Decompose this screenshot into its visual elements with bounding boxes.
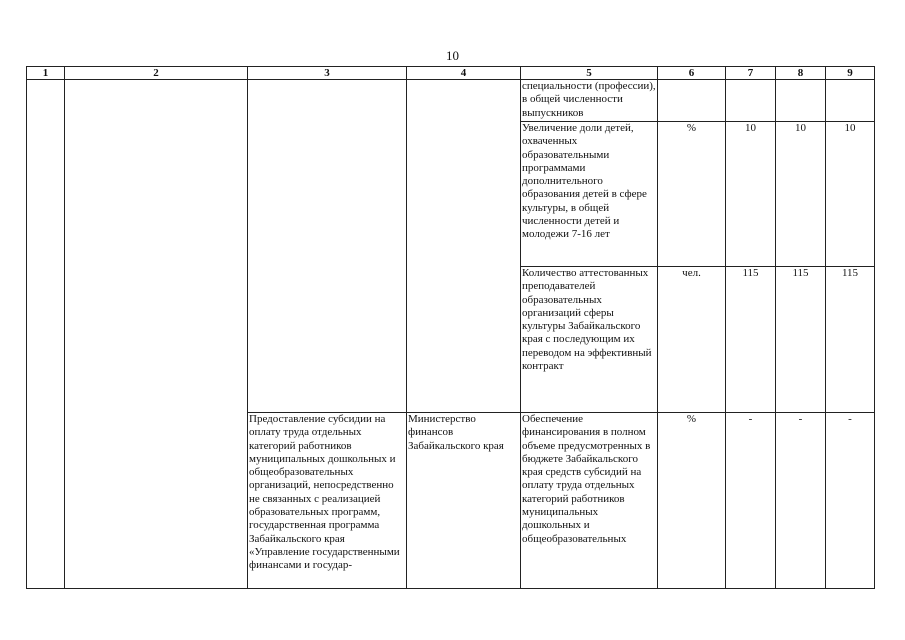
- column-header-7: 7: [726, 67, 776, 80]
- column-header-8: 8: [776, 67, 826, 80]
- program-measures-table: [26, 66, 875, 589]
- value-cell: 115: [776, 267, 826, 413]
- column-header-5: 5: [521, 67, 658, 80]
- value-cell: 115: [726, 267, 776, 413]
- measure-cell: Предоставление субсидии на оплату труда отдельных категорий работников муниципальных дошкольных и общеобразовательных организаций, непосредственно не связанных с реализацией образовательных программ, государственная программа Забайкальского края «Управление государственными финансами и государ-: [248, 413, 407, 589]
- cell-measure-merged: [248, 80, 407, 413]
- column-header-1: 1: [27, 67, 65, 80]
- value-cell: -: [826, 413, 875, 589]
- column-number-row: [27, 67, 875, 80]
- column-header-4: 4: [407, 67, 521, 80]
- cell-executor-merged: [407, 80, 521, 413]
- page-number: 10: [446, 48, 459, 63]
- value-cell: [776, 80, 826, 122]
- unit-cell: %: [658, 413, 726, 589]
- value-cell: [726, 80, 776, 122]
- value-cell: 10: [726, 122, 776, 267]
- column-header-6: 6: [658, 67, 726, 80]
- unit-cell: чел.: [658, 267, 726, 413]
- value-cell: 10: [826, 122, 875, 267]
- column-header-9: 9: [826, 67, 875, 80]
- value-cell: 115: [826, 267, 875, 413]
- value-cell: -: [776, 413, 826, 589]
- indicator-cell: Увеличение доли детей, охваченных образовательными программами дополнительного образования детей в сфере культуры, в общей численности детей и молодежи 7-16 лет: [521, 122, 658, 267]
- table-row: [27, 80, 875, 122]
- value-cell: [826, 80, 875, 122]
- indicator-cell: Количество аттестованных преподавателей образовательных организаций сферы культуры Забайкальского края с последующим их переводом на эффективный контракт: [521, 267, 658, 413]
- indicator-cell: Обеспечение финансирования в полном объеме предусмотренных в бюджете Забайкальского края средств субсидий на оплату труда отдельных категорий работников муниципальных дошкольных и общеобразовательных: [521, 413, 658, 589]
- indicator-cell: специальности (профессии), в общей численности выпускников: [521, 80, 658, 122]
- cell-col2-merged: [65, 80, 248, 589]
- executor-cell: Министерство финансов Забайкальского края: [407, 413, 521, 589]
- column-header-2: 2: [65, 67, 248, 80]
- unit-cell: %: [658, 122, 726, 267]
- cell-col1-merged: [27, 80, 65, 589]
- column-header-3: 3: [248, 67, 407, 80]
- value-cell: 10: [776, 122, 826, 267]
- unit-cell: [658, 80, 726, 122]
- value-cell: -: [726, 413, 776, 589]
